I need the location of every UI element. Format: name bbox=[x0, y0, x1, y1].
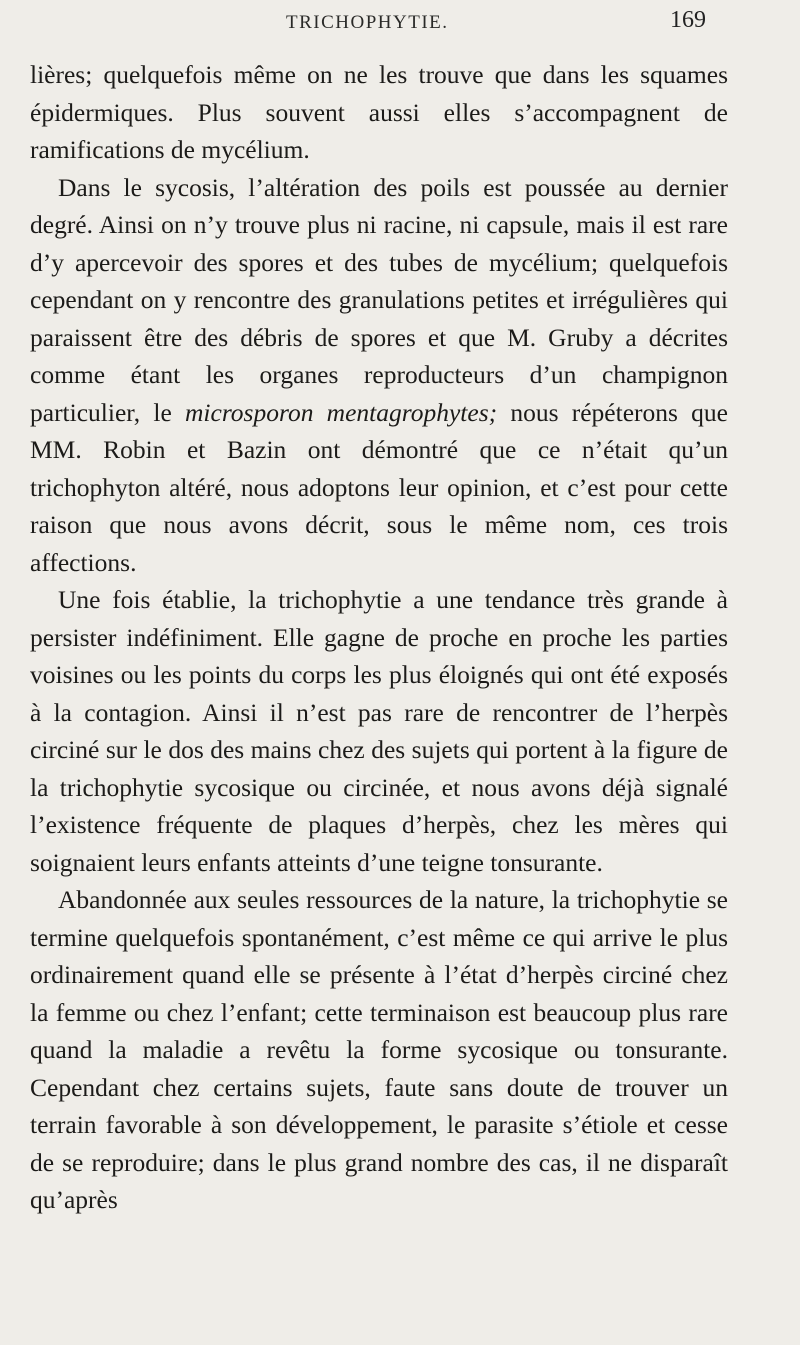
paragraph-4 bbox=[30, 881, 728, 1219]
body-text bbox=[30, 56, 728, 1219]
paragraph-4-text: Abandonnée aux seules ressources de la nature, la trichophytie se termine quelquefois spontanément, c’est même ce qui arrive le plus ordinairement quand elle se présente à l’état d’herpès circiné chez la femme ou chez l’enfant; cette terminaison est beaucoup plus rare quand la maladie a revêtu la forme sycosique ou tonsurante. Cependant chez certains sujets, faute sans doute de trouver un terrain favorable à son développement, le parasite s’étiole et cesse de se reproduire; dans le plus grand nombre des cas, il ne disparaît qu’après bbox=[30, 885, 728, 1214]
paragraph-3-text: Une fois établie, la trichophytie a une tendance très grande à persister indéfiniment. Elle gagne de proche en proche les parties voisines ou les points du corps les plus éloignés qui ont été exposés à la contagion. Ainsi il n’est pas rare de rencontrer de l’herpès circiné sur le dos des mains chez des sujets qui portent à la figure de la trichophytie sycosique ou circinée, et nous avons déjà signalé l’existence fréquente de plaques d’herpès, chez les mères qui soignaient leurs enfants atteints d’une teigne tonsurante. bbox=[30, 585, 728, 877]
paragraph-2-text-end: nous répéterons que MM. Robin et Bazin ont démontré que ce n’était qu’un trichophyton altéré, nous adoptons leur opinion, et c’est pour cette raison que nous avons décrit, sous le même nom, ces trois affections. bbox=[30, 397, 728, 577]
paragraph-2 bbox=[30, 169, 728, 582]
running-head bbox=[0, 6, 800, 46]
paragraph-2-text-start: Dans le sycosis, l’altération des poils est poussée au dernier degré. Ainsi on n’y trouve plus ni racine, ni capsule, mais il est rare d’y apercevoir des spores et des tubes de mycélium; quelquefois cependant on y rencontre des granulations petites et irrégulières qui paraissent être des débris de spores et que M. Gruby a décrites comme étant les organes reproducteurs d’un champignon particulier, le bbox=[30, 172, 728, 427]
paragraph-1 bbox=[30, 56, 728, 169]
page-number: 169 bbox=[670, 7, 706, 33]
species-name: microsporon mentagrophytes; bbox=[185, 397, 498, 427]
paragraph-3 bbox=[30, 581, 728, 881]
paragraph-1-text: lières; quelquefois même on ne les trouve que dans les squames épidermiques. Plus souvent aussi elles s’accompagnent de ramifications de mycélium. bbox=[30, 60, 728, 164]
running-head-title: TRICHOPHYTIE. bbox=[286, 12, 449, 33]
